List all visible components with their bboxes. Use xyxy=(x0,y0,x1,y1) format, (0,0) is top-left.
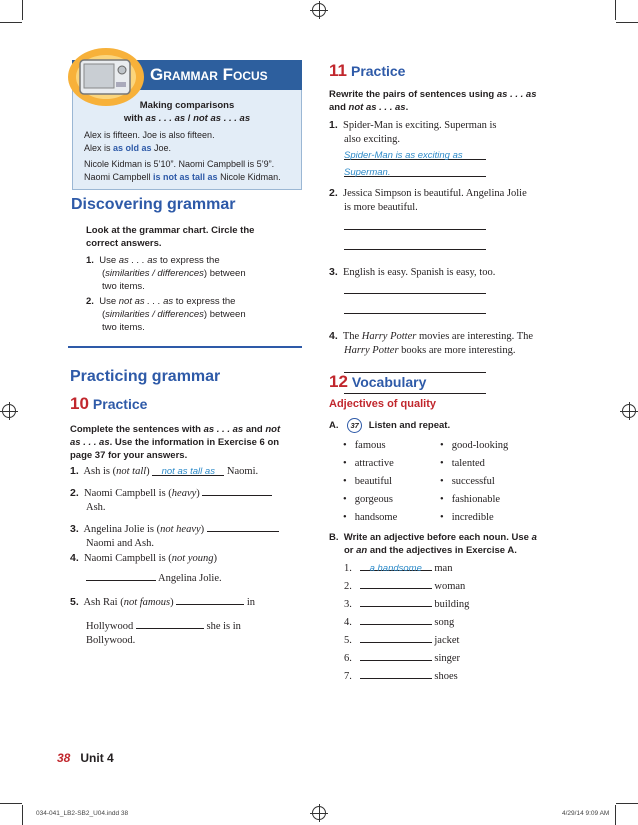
question-5: 5. Ash Rai (not famous) in xyxy=(70,596,255,608)
discovering-heading: Discovering grammar xyxy=(71,196,236,213)
answer-line[interactable]: Superman. xyxy=(344,166,486,177)
answer-line[interactable] xyxy=(344,303,486,314)
part-b-item: 1. a handsome man xyxy=(344,560,544,578)
answer-blank[interactable]: not as tall as xyxy=(152,465,224,476)
adjective: • famous xyxy=(343,437,433,455)
discovering-instructions: Look at the grammar chart. Circle the correct answers. xyxy=(86,225,255,249)
question-4: 4. Naomi Campbell is (not young) xyxy=(70,552,217,564)
page-footer xyxy=(57,751,114,765)
exercise-10-instructions: Complete the sentences with as . . . as and not as . . . as. Use the information in Exercise 6 on page 37 for your answers. xyxy=(70,424,281,461)
exercise-10-heading: 10 Practice xyxy=(70,394,148,413)
crop-mark xyxy=(616,803,638,804)
crop-mark xyxy=(615,805,616,825)
question-2: 2. Naomi Campbell is (heavy) xyxy=(70,485,310,501)
grammar-focus-subtitle: Making comparisons with as . . . as / not as . . . as xyxy=(123,100,251,124)
answer-line[interactable] xyxy=(344,219,486,230)
crop-mark xyxy=(22,805,23,825)
answer-blank[interactable] xyxy=(176,594,244,605)
answer-blank[interactable] xyxy=(207,521,279,532)
audio-track-icon[interactable]: 37 xyxy=(347,418,362,433)
adjective: • incredible xyxy=(440,509,550,527)
exercise-11-heading: 11 Practice xyxy=(329,61,406,80)
ex11-question-3: 3. English is easy. Spanish is easy, too. xyxy=(329,266,496,278)
answer-line[interactable] xyxy=(344,283,486,294)
ex11-question-2: 2. Jessica Simpson is beautiful. Angelina Jolie xyxy=(329,187,527,199)
registration-mark-bottom xyxy=(312,806,326,820)
answer-line[interactable]: Spider-Man is as exciting as xyxy=(344,149,486,160)
ex11-question-1: 1. Spider-Man is exciting. Superman is xyxy=(329,119,497,131)
grammar-focus-examples: Alex is fifteen. Joe is also fifteen. Alex is as old as Joe. Nicole Kidman is 5’10”. Naomi Campbell is 5’9”. Naomi Campbell is not as tall as Nicole Kidman. xyxy=(84,130,281,182)
answer-blank[interactable] xyxy=(360,650,432,661)
exercise-10-items: 1. Ash is (not tall) not as tall as Naomi. 2. Naomi Campbell is (heavy) Ash. 3. Angelina Jolie is (not heavy) Naomi and Ash. 4. Naomi Campbell is (not young) Angelina Jolie. 5. Ash Rai (not famous) in Hollywood she is in Bollywood. xyxy=(70,464,310,648)
adjective: • good-looking xyxy=(440,437,550,455)
question-1: 1. Ash is (not tall) not as tall as Naomi. xyxy=(70,465,259,477)
crop-mark xyxy=(616,22,638,23)
part-b-items xyxy=(344,560,544,686)
answer-blank[interactable] xyxy=(360,632,432,643)
part-b-instruction: B. Write an adjective before each noun. Use a or an and the adjectives in Exercise A. xyxy=(329,532,537,556)
grammar-focus-title: Grammar Focus xyxy=(150,65,268,84)
adjective-list-2 xyxy=(440,437,550,527)
answer-blank[interactable] xyxy=(360,668,432,679)
part-b-item: 5. jacket xyxy=(344,632,544,650)
exercise-11-items: 1. Spider-Man is exciting. Superman is also exciting. Spider-Man is as exciting as Superman. 2. Jessica Simpson is beautiful. Angelina Jolie is more beautiful. 3. English is easy. Spanish is easy, too. 4. The Harry Potter movies are interesting. The Harry Potter books are more interesting. xyxy=(329,118,574,399)
answer-blank[interactable] xyxy=(360,596,432,607)
answer-blank[interactable]: a handsome xyxy=(360,560,432,571)
answer-blank[interactable] xyxy=(360,578,432,589)
answer-blank[interactable] xyxy=(202,485,272,496)
answer-line[interactable] xyxy=(344,239,486,250)
exercise-11-instructions: Rewrite the pairs of sentences using as . . . as and not as . . . as. xyxy=(329,89,537,113)
crop-mark xyxy=(0,803,22,804)
answer-blank[interactable] xyxy=(360,614,432,625)
section-divider xyxy=(68,346,302,348)
answer-blank[interactable] xyxy=(86,570,156,581)
date-slug: 4/29/14 9:09 AM xyxy=(562,810,610,817)
adjective: • handsome xyxy=(343,509,433,527)
part-b-item: 6. singer xyxy=(344,650,544,668)
crop-mark xyxy=(22,0,23,20)
discovering-item-1: 1. Use as . . . as to express the (similarities / differences) between two items. xyxy=(86,255,246,292)
page-number: 38 xyxy=(57,751,71,765)
discovering-item-2: 2. Use not as . . . as to express the (similarities / differences) between two items. xyxy=(86,296,246,333)
unit-label: Unit 4 xyxy=(80,751,114,765)
part-b-item: 3. building xyxy=(344,596,544,614)
exercise-12-heading: 12 Vocabulary xyxy=(329,372,427,391)
part-b-item: 4. song xyxy=(344,614,544,632)
file-slug: 034-041_LB2-SB2_U04.indd 38 xyxy=(36,810,129,817)
practicing-heading: Practicing grammar xyxy=(70,368,221,385)
registration-mark-left xyxy=(2,404,16,418)
registration-mark-right xyxy=(622,404,636,418)
question-3: 3. Angelina Jolie is (not heavy) xyxy=(70,521,310,537)
registration-mark-top xyxy=(312,3,326,17)
ex11-question-4: 4. The Harry Potter movies are interesting. The xyxy=(329,330,534,342)
adjective: • attractive xyxy=(343,455,433,473)
answer-blank[interactable] xyxy=(136,618,204,629)
adjective-list-1 xyxy=(343,437,433,527)
crop-mark xyxy=(0,22,22,23)
part-b-item: 2. woman xyxy=(344,578,544,596)
adjective: • beautiful xyxy=(343,473,433,491)
crop-mark xyxy=(615,0,616,20)
adjectives-subheading: Adjectives of quality xyxy=(329,398,436,410)
adjective: • fashionable xyxy=(440,491,550,509)
part-b-item: 7. shoes xyxy=(344,668,544,686)
adjective: • successful xyxy=(440,473,550,491)
adjective: • gorgeous xyxy=(343,491,433,509)
adjective: • talented xyxy=(440,455,550,473)
part-a-instruction: A. 37 Listen and repeat. xyxy=(329,420,451,431)
